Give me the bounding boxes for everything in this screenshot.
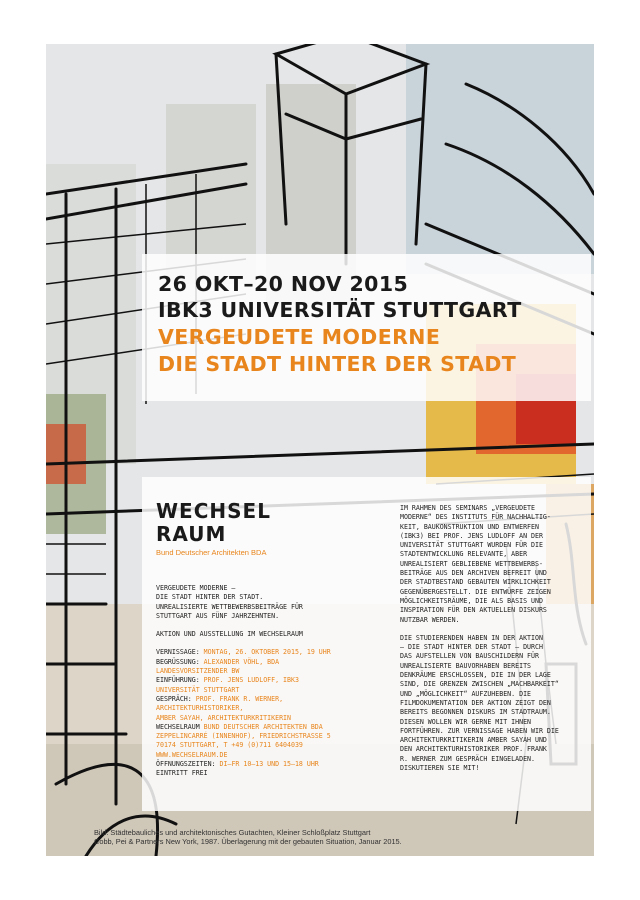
talk-value-cont: AMBER SAYAH, ARCHITEKTURKRITIKERIN bbox=[156, 713, 291, 722]
intro-line: VERGEUDETE MODERNE – bbox=[156, 584, 236, 592]
website-link[interactable]: WWW.WECHSELRAUM.DE bbox=[156, 750, 228, 759]
intro-talk-value: PROF. JENS LUDLOFF, IBK3 bbox=[203, 676, 299, 685]
greeting-value: ALEXANDER VÖHL, BDA bbox=[203, 657, 280, 666]
place-address: ZEPPELINCARRÉ (INNENHOF), FRIEDRICHSTRASSE 5 bbox=[156, 732, 331, 741]
info-box bbox=[142, 477, 591, 811]
hours-row bbox=[156, 760, 381, 769]
place-row bbox=[156, 723, 381, 732]
exhibition-title-line1: VERGEUDETE MODERNE bbox=[158, 325, 441, 349]
intro-talk-value-cont: UNIVERSITÄT STUTTGART bbox=[156, 685, 240, 694]
event-type: AKTION UND AUSSTELLUNG IM WECHSELRAUM bbox=[156, 630, 303, 639]
talk-row bbox=[156, 695, 381, 704]
headline-banner bbox=[142, 254, 591, 401]
talk-value: PROF. FRANK R. WERNER, bbox=[195, 694, 284, 703]
vernissage-row bbox=[156, 648, 381, 657]
greeting-value-cont: LANDESVORSITZENDER BW bbox=[156, 667, 240, 676]
intro-talk-row bbox=[156, 676, 381, 685]
venue-title: IBK3 UNIVERSITÄT STUTTGART bbox=[158, 298, 522, 322]
credit-line-2: Cobb, Pei & Partners New York, 1987. Überlagerung mit der gebauten Situation, Januar 2015. bbox=[94, 837, 402, 846]
description-text bbox=[400, 504, 584, 782]
admission: EINTRITT FREI bbox=[156, 769, 208, 778]
vernissage-value: MONTAG, 26. OKTOBER 2015, 19 UHR bbox=[203, 648, 331, 657]
image-credit bbox=[94, 828, 402, 846]
logo-word-raum: RAUM bbox=[156, 522, 227, 546]
hours-label: ÖFFNUNGSZEITEN: bbox=[156, 760, 216, 769]
poster-artwork bbox=[46, 44, 594, 856]
paragraph-1: IM RAHMEN DES SEMINARS „VERGEUDETE MODERNE“ DES INSTITUTS FÜR NACHHALTIG- KEIT, BAUKONSTRUKTION UND ENTWERFEN (IBK3) BEI PROF. JENS LUDLOFF AN DER UNIVERSITÄT STUTTGART WURDEN FÜR DIE STADTENTWICKLUNG RELEVANTE, ABER UNREALISIERT GEBLIEBENE WETTBEWERBS- BEITRÄGE AUS DEN ARCHIVEN BEFREIT UND DER STADTBESTAND GEBAUTEN WIRKLICHKEIT GEGENÜBERGESTELLT. DIE ENTWÜRFE ZEIGEN MÖGLICHKEITSRÄUME, DIE ALS BASIS UND INSPIRATION FÜR DEN AKTUELLEN DISKURS NUTZBAR WERDEN. bbox=[400, 504, 551, 624]
exhibition-title-line2: DIE STADT HINTER DER STADT bbox=[158, 352, 517, 376]
event-details bbox=[156, 584, 381, 779]
logo-word-wechsel: WECHSEL bbox=[156, 499, 271, 523]
talk-label: GESPRÄCH: bbox=[156, 694, 192, 703]
date-range: 26 OKT–20 NOV 2015 bbox=[158, 272, 409, 296]
paragraph-2: DIE STUDIERENDEN HABEN IN DER AKTION – DIE STADT HINTER DER STADT – DURCH DAS AUFSTELLEN VON BAUSCHILDERN FÜR UNREALISIERTE BAUVORHABEN BEREITS DENKRÄUME ERSCHLOSSEN, DIE IN DER LAGE SIND, DIE GRENZEN ZWISCHEN „MACHBARKEIT“ UND „MÖGLICHKEIT“ AUFZUHEBEN. DIE FILMDOKUMENTATION DER AKTION ZEIGT DEN BEREITS BEGONNEN DISKURS IM STADTRAUM. DIESEN WOLLEN WIR GERNE MIT IHNEN FORTFÜHREN. ZUR VERNISSAGE HABEN WIR DIE ARCHITEKTURKRITIKERIN AMBER SAYAH UND DEN ARCHITEKTURHISTORIKER PROF. FRANK R. WERNER ZUM GESPRÄCH EINGELADEN. DISKUTIEREN SIE MIT! bbox=[400, 633, 559, 773]
greeting-row bbox=[156, 658, 381, 667]
logo-subtitle: Bund Deutscher Architekten BDA bbox=[156, 548, 267, 557]
place-city-phone: 70174 STUTTGART, T +49 (0)711 6404039 bbox=[156, 741, 303, 750]
vernissage-label: VERNISSAGE: bbox=[156, 648, 200, 657]
intro-line: STUTTGART AUS FÜNF JAHRZEHNTEN. bbox=[156, 611, 280, 620]
intro-line: DIE STADT HINTER DER STADT. bbox=[156, 593, 264, 602]
hours-value: DI–FR 10–13 UND 15–18 UHR bbox=[219, 760, 319, 769]
place-value: BUND DEUTSCHER ARCHITEKTEN BDA bbox=[203, 722, 323, 731]
place-label: WECHSELRAUM bbox=[156, 722, 200, 731]
credit-line-1: Bild: Städtebauliches und architektonisches Gutachten, Kleiner Schloßplatz Stuttgart bbox=[94, 828, 371, 837]
greeting-label: BEGRÜSSUNG: bbox=[156, 657, 200, 666]
talk-value-cont: ARCHITEKTURHISTORIKER, bbox=[156, 704, 244, 713]
intro-line: UNREALISIERTE WETTBEWERBSBEITRÄGE FÜR bbox=[156, 602, 303, 611]
intro-talk-label: EINFÜHRUNG: bbox=[156, 676, 200, 685]
